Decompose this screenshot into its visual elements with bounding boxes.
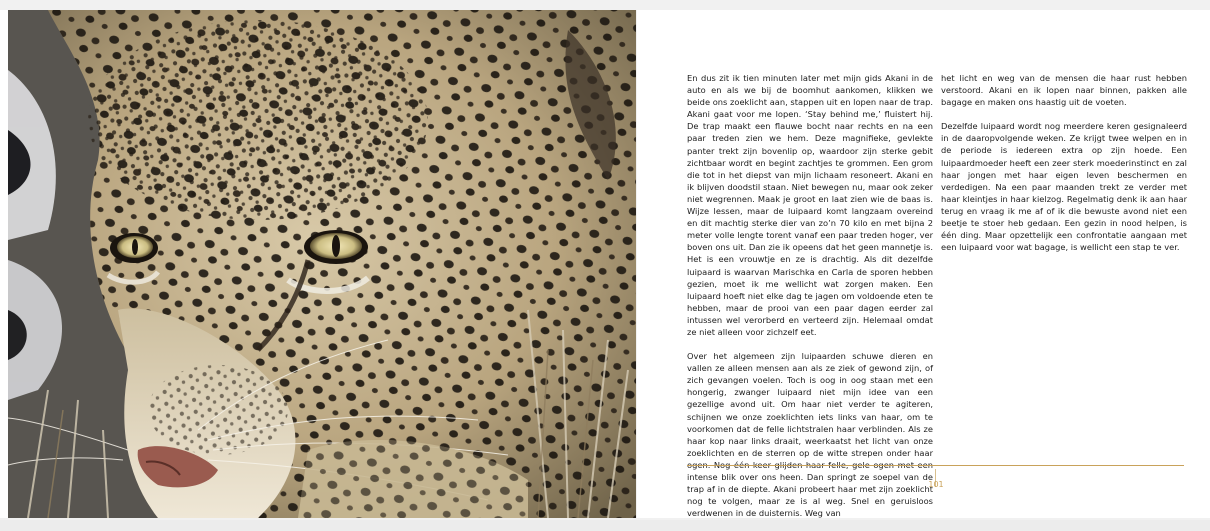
leopard-photo [8,10,636,518]
text-column-right [941,72,1187,265]
text-page [637,10,1210,518]
text-column-left [687,72,933,531]
footer-rule [687,465,1184,466]
page-number: 101 [928,480,944,489]
paragraph: Dezelfde luipaard wordt nog meerdere keren gesignaleerd in de daaropvolgende weken. Ze krijgt twee welpen en in de periode is iedereen extra op zijn hoede. Een luipaardmoeder heeft een zeer sterk moederinstinct en zal haar jongen met haar eigen leven beschermen en verdedigen. Na een paar maanden trekt ze verder met haar kleintjes in haar kielzog. Regelmatig denk ik aan haar terug en vraag ik me af of ik die bewuste avond niet een beetje te stoer heb gedaan. Een gezin in nood helpen, is één ding. Maar opzettelijk een confrontatie aangaan met een luipaard voor wat bagage, is wellicht een stap te ver. [941,121,1187,253]
paragraph: Over het algemeen zijn luipaarden schuwe dieren en vallen ze alleen mensen aan als ze ziek of gewond zijn, of zich gevangen voelen. Toch is oog in oog staan met een hongerig, zwanger luipaard niet mijn idee van een gezellige avond uit. Om haar niet verder te agiteren, schijnen we onze zoeklichten iets links van haar, om te voorkomen dat de felle lichtstralen haar verblinden. Als ze haar kop naar links draait, weerkaatst het licht van onze zoeklichten en de sterren op de witte strepen onder haar ogen. Nog één keer glijden haar felle, gele ogen met een intense blik over ons heen. Dan springt ze soepel van de trap af in de diepte. Akani probeert haar met zijn zoeklicht nog te volgen, maar ze is al weg. Snel en geruisloos verdwenen in de duisternis. Weg van [687,351,933,519]
paragraph: het licht en weg van de mensen die haar rust hebben verstoord. Akani en ik lopen naar binnen, pakken alle bagage en maken ons haastig uit de voeten. [941,73,1187,108]
photo-page [0,10,636,518]
paragraph: En dus zit ik tien minuten later met mijn gids Akani in de auto en als we bij de boomhut aankomen, klikken we beide ons zoeklicht aan, stappen uit en lopen naar de trap. Akani gaat voor me lopen. ‘Stay behind me,’ fluistert hij. De trap maakt een flauwe bocht naar rechts en na een paar treden zien we hem. Deze magnifieke, gevlekte panter trekt zijn bovenlip op, waardoor zijn sterke gebit zichtbaar wordt en begint zachtjes te grommen. Een grom die tot in het diepst van mijn lichaam resoneert. Akani en ik blijven doodstil staan. Niet bewegen nu, maar ook zeker niet wegrennen. Maak je groot en laat zien wie de baas is. Wijze lessen, maar de luipaard komt langzaam overeind en dit machtig sterke dier van zo’n 70 kilo en met bijna 2 meter volle lengte torent vanaf een paar treden hoger, ver boven ons uit. Dan zie ik opeens dat het geen mannetje is. Het is een vrouwtje en ze is drachtig. Als dit dezelfde luipaard is waarvan Marischka en Carla de sporen hebben gezien, moet ik me wellicht wat zorgen maken. Een luipaard hoeft niet elke dag te jagen om voldoende eten te hebben, maar de prooi van een paar dagen eerder zal intussen wel verorberd en verteerd zijn. Helemaal omdat ze niet alleen voor zichzelf eet. [687,73,933,337]
